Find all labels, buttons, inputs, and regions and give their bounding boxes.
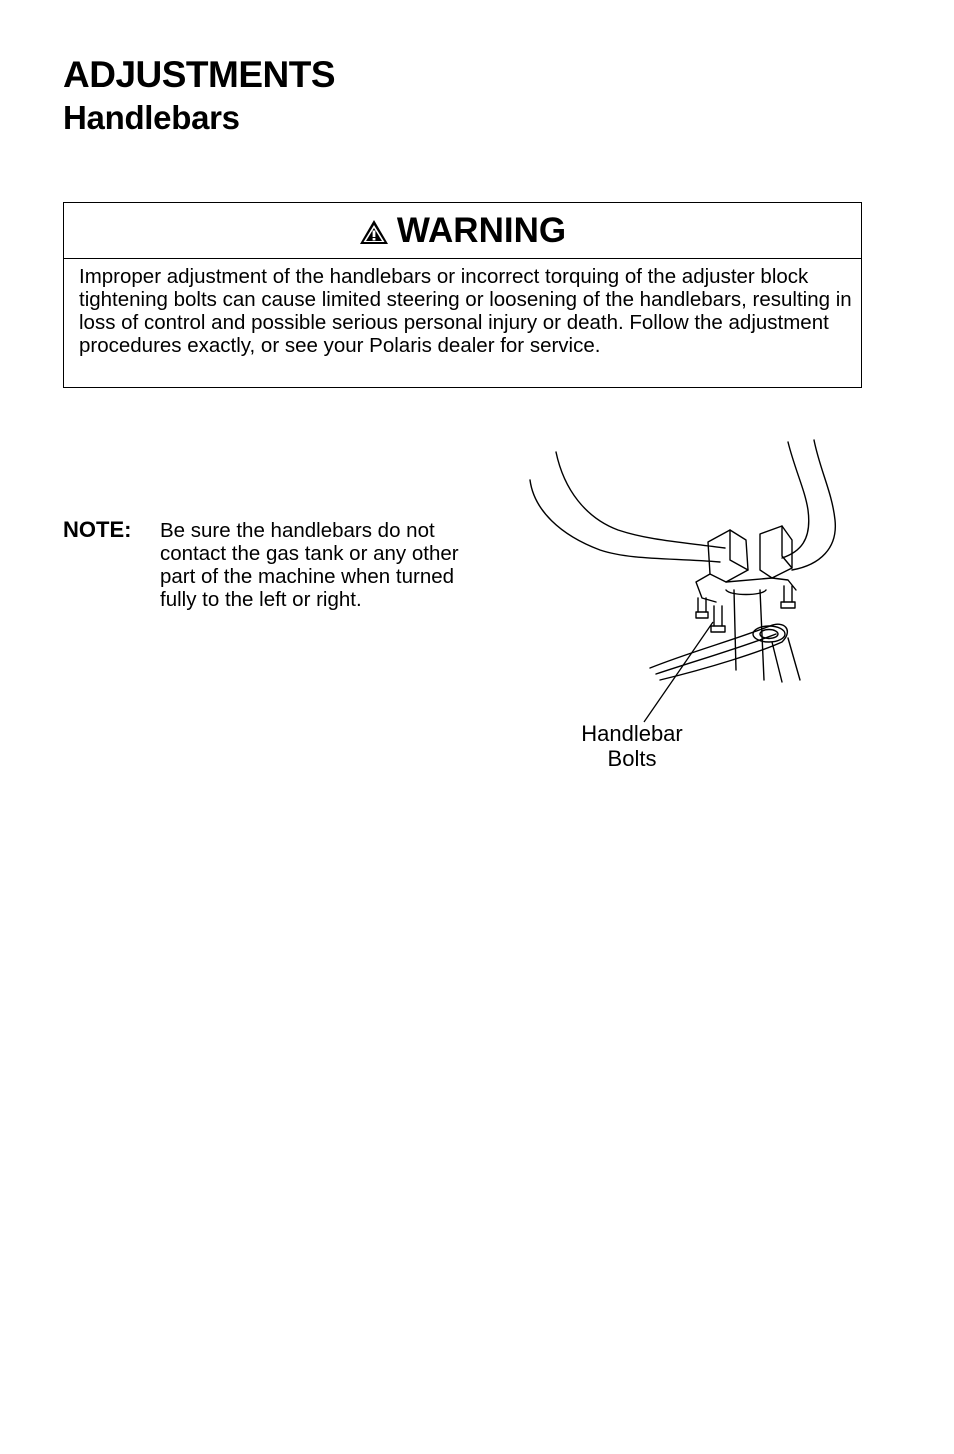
section-title: ADJUSTMENTS xyxy=(63,54,336,95)
warning-title: WARNING xyxy=(396,210,567,250)
callout-line-1: Handlebar xyxy=(581,721,683,746)
callout-line-2: Bolts xyxy=(607,746,657,771)
warning-box xyxy=(63,202,862,388)
warning-text: Improper adjustment of the handlebars or incorrect torquing of the adjuster block tightening bolts can cause limited steering or loosening of the handlebars, resulting in loss of control and possible serious personal injury or death. Follow the adjustment procedures exactly, or see your Polaris dealer for service. xyxy=(79,265,852,357)
warning-header xyxy=(64,203,861,259)
warning-triangle-icon xyxy=(359,219,389,245)
callout-leader-line xyxy=(640,620,720,725)
section-subtitle: Handlebars xyxy=(63,99,240,136)
note-text: Be sure the handlebars do not contact the gas tank or any other part of the machine when turned fully to the left or right. xyxy=(160,519,459,611)
handlebar-bolts-callout xyxy=(562,721,702,771)
note-label: NOTE: xyxy=(63,517,132,542)
